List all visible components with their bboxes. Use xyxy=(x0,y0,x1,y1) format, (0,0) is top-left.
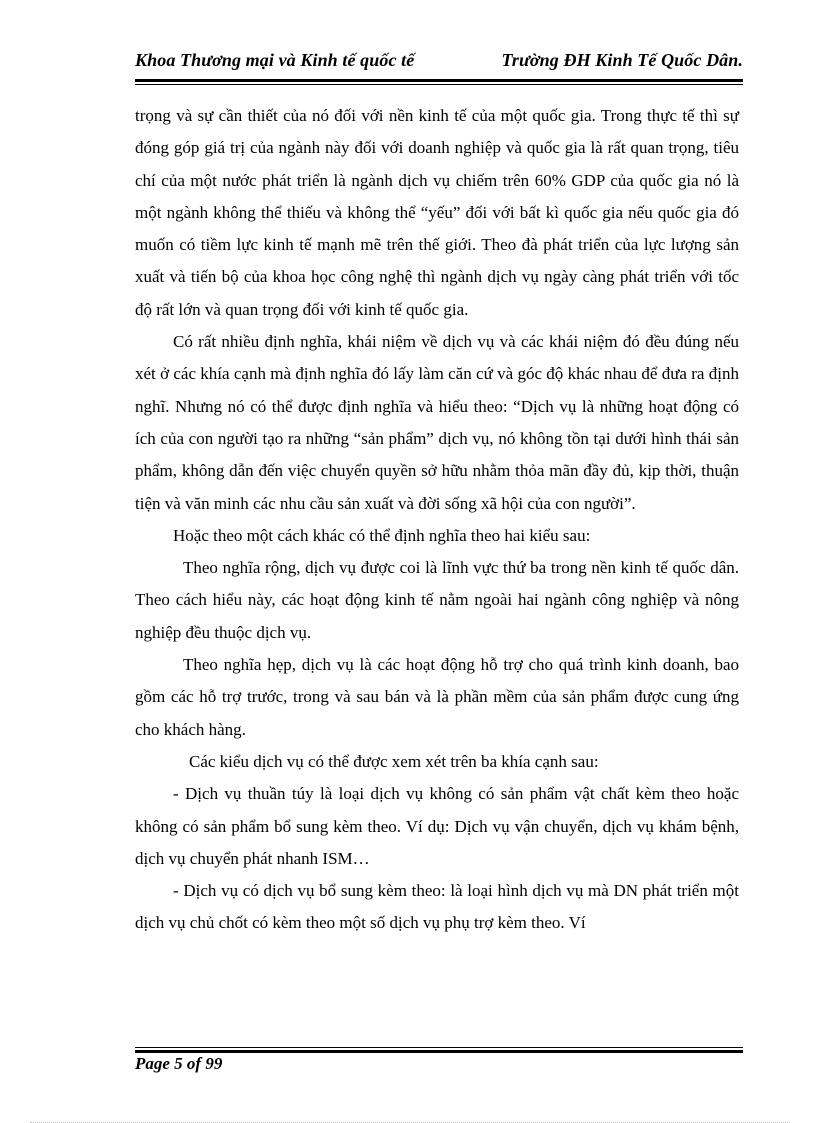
document-body xyxy=(135,100,739,940)
page-header xyxy=(135,48,743,78)
paragraph-continuation: trọng và sự cần thiết của nó đối với nền kinh tế của một quốc gia. Trong thực tế thì sự đóng góp giá trị của ngành này đối với doanh nghiệp và quốc gia là rất quan trọng, tiêu chí của một nước phát triển là ngành dịch vụ chiếm trên 60% GDP của quốc gia nó là một ngành không thể thiếu và không thể “yếu” đối với bất kì quốc gia nếu quốc gia đó muốn có tiềm lực kinh tế mạnh mẽ trên thế giới. Theo đà phát triển của lực lượng sản xuất và tiến bộ của khoa học công nghệ thì ngành dịch vụ ngày càng phát triển với tốc độ rất lớn và quan trọng đối với kinh tế quốc gia. xyxy=(135,106,739,319)
paragraph-definition: Có rất nhiều định nghĩa, khái niệm về dịch vụ và các khái niệm đó đều đúng nếu xét ở các khía cạnh mà định nghĩa đó lấy làm căn cứ và góc độ khác nhau để đưa ra định nghĩ. Nhưng nó có thể được định nghĩa và hiểu theo: “Dịch vụ là những hoạt động có ích của con người tạo ra những “sản phẩm” dịch vụ, nó không tồn tại dưới hình thái sản phẩm, không dẫn đến việc chuyển quyền sở hữu nhằm thỏa mãn đầy đủ, kịp thời, thuận tiện và văn minh các nhu cầu sản xuất và đời sống xã hội của con người”. xyxy=(135,332,739,513)
page-number: Page 5 of 99 xyxy=(135,1054,223,1073)
header-faculty: Khoa Thương mại và Kinh tế quốc tế xyxy=(135,50,415,70)
paragraph-narrow-sense: Theo nghĩa hẹp, dịch vụ là các hoạt động hỗ trợ cho quá trình kinh doanh, bao gồm các hỗ trợ trước, trong và sau bán và là phần mềm của sản phẩm được cung ứng cho khách hàng. xyxy=(135,655,739,739)
footer-rule-thin xyxy=(135,1047,743,1048)
paragraph-pure-service: - Dịch vụ thuần túy là loại dịch vụ không có sản phẩm vật chất kèm theo hoặc không có sản phẩm bổ sung kèm theo. Ví dụ: Dịch vụ vận chuyển, dịch vụ khám bệnh, dịch vụ chuyển phát nhanh ISM… xyxy=(135,784,739,868)
paragraph-service-types-intro: Các kiểu dịch vụ có thể được xem xét trên ba khía cạnh sau: xyxy=(189,751,599,771)
paragraph-alternative: Hoặc theo một cách khác có thể định nghĩa theo hai kiểu sau: xyxy=(173,525,591,545)
paragraph-broad-sense: Theo nghĩa rộng, dịch vụ được coi là lĩnh vực thứ ba trong nền kinh tế quốc dân. Theo cách hiểu này, các hoạt động kinh tế nằm ngoài hai ngành công nghiệp và nông nghiệp đều thuộc dịch vụ. xyxy=(135,558,739,642)
paragraph-supplementary-service: - Dịch vụ có dịch vụ bổ sung kèm theo: là loại hình dịch vụ mà DN phát triển một dịch vụ chủ chốt có kèm theo một số dịch vụ phụ trợ kèm theo. Ví xyxy=(135,881,739,933)
header-rule-thin xyxy=(135,84,743,85)
header-rule-thick xyxy=(135,79,743,82)
header-university: Trường ĐH Kinh Tế Quốc Dân. xyxy=(501,50,743,70)
footer-rule-thick xyxy=(135,1050,743,1053)
